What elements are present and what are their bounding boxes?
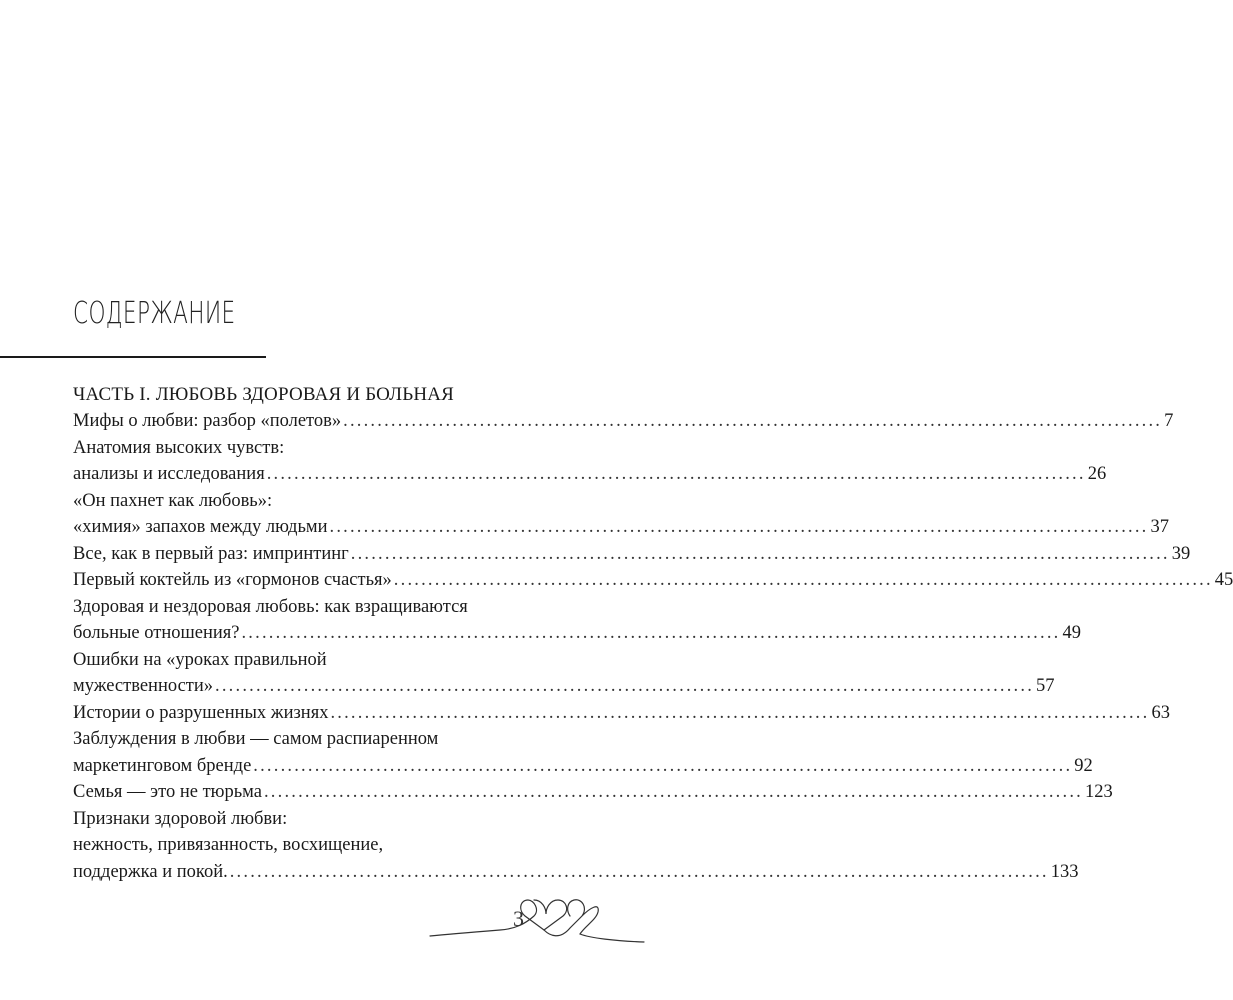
- dot-leader: ........................................................................................................................: [215, 676, 1035, 696]
- toc-page-number: 133: [1050, 861, 1079, 882]
- toc-entry-title-line: «химия» запахов между людьми: [73, 517, 328, 537]
- toc-page-number: 37: [1150, 517, 1169, 537]
- toc-entry: [73, 567, 1233, 594]
- toc-page-number: 45: [1214, 570, 1233, 590]
- toc-entry-title-line: Заблуждения в любви — самом распиаренном: [73, 729, 439, 749]
- dot-leader: ........................................................................................................................: [343, 411, 1163, 431]
- toc-entry: [73, 594, 1081, 647]
- toc-entry: [73, 779, 1113, 806]
- toc-entry-row: [73, 541, 1191, 568]
- toc-entry-row: [73, 620, 1081, 647]
- toc-entry-title-line: «Он пахнет как любовь»:: [73, 490, 273, 511]
- toc-entry-title-line: Все, как в первый раз: импринтинг: [73, 543, 349, 564]
- toc-entry-row: [73, 514, 1169, 541]
- toc-entry: [73, 408, 1174, 435]
- toc-entry-title-line: больные отношения?: [73, 623, 240, 643]
- dot-leader: ........................................................................................................................: [350, 543, 1170, 564]
- toc-entry-title-line: Ошибки на «уроках правильной: [73, 649, 327, 670]
- page-number: 3: [513, 906, 524, 931]
- dot-leader: ........................................................................................................................: [266, 464, 1086, 484]
- dot-leader: ........................................................................................................................: [241, 623, 1061, 643]
- toc-entry-title-line: нежность, привязанность, восхищение,: [73, 835, 384, 855]
- toc-page-number: 49: [1062, 623, 1081, 643]
- toc-entry: [73, 435, 1107, 488]
- dot-leader: ........................................................................................................................: [330, 702, 1150, 723]
- toc-entry-title-line: Мифы о любви: разбор «полетов»: [73, 411, 342, 431]
- toc-entry-title-line: мужественности»: [73, 676, 214, 696]
- toc-entry-row: [73, 753, 1093, 780]
- table-of-contents: [73, 408, 1233, 885]
- toc-entry-row: [73, 700, 1170, 727]
- dot-leader: ........................................................................................................................: [253, 755, 1073, 776]
- toc-entry-row: [73, 673, 1055, 700]
- toc-entry-row: [73, 461, 1107, 488]
- toc-page-number: 39: [1171, 543, 1191, 564]
- toc-page-number: 7: [1164, 411, 1174, 431]
- toc-entry: [73, 726, 1093, 779]
- dot-leader: ........................................................................................................................: [229, 861, 1049, 882]
- toc-entry-title-line: анализы и исследования: [73, 464, 265, 484]
- toc-entry: [73, 541, 1191, 568]
- toc-entry-title-line: Истории о разрушенных жизнях: [73, 702, 329, 723]
- toc-entry: [73, 700, 1170, 727]
- toc-entry-row: [73, 567, 1233, 594]
- toc-entry-title-line: Первый коктейль из «гормонов счастья»: [73, 570, 392, 590]
- toc-page-number: 92: [1074, 755, 1093, 776]
- toc-entry-title-line: Признаки здоровой любви:: [73, 808, 288, 829]
- toc-entry-row: [73, 779, 1113, 806]
- title-rule: [0, 356, 266, 358]
- toc-entry-title-line: маркетинговом бренде: [73, 755, 252, 776]
- double-heart-flourish-icon: [430, 878, 644, 948]
- part-title: ЧАСТЬ I. ЛЮБОВЬ ЗДОРОВАЯ И БОЛЬНАЯ: [73, 384, 455, 405]
- toc-entry-title-line: Анатомия высоких чувств:: [73, 437, 285, 458]
- toc-page-number: 123: [1084, 782, 1113, 802]
- toc-entry-title-line: поддержка и покой.: [73, 861, 228, 882]
- toc-page-number: 57: [1036, 676, 1055, 696]
- toc-entry: [73, 488, 1169, 541]
- toc-page-number: 63: [1151, 702, 1170, 723]
- toc-entry-title-line: Здоровая и нездоровая любовь: как взращиваются: [73, 596, 468, 617]
- toc-entry-title-line: Семья — это не тюрьма: [73, 782, 262, 802]
- toc-entry-row: [73, 408, 1174, 435]
- toc-page-number: 26: [1087, 464, 1107, 484]
- toc-entry: [73, 806, 1079, 886]
- toc-entry: [73, 647, 1055, 700]
- dot-leader: ........................................................................................................................: [393, 570, 1213, 590]
- page-title: СОДЕРЖАНИЕ: [73, 296, 236, 331]
- dot-leader: ........................................................................................................................: [263, 782, 1083, 802]
- dot-leader: ........................................................................................................................: [329, 517, 1149, 537]
